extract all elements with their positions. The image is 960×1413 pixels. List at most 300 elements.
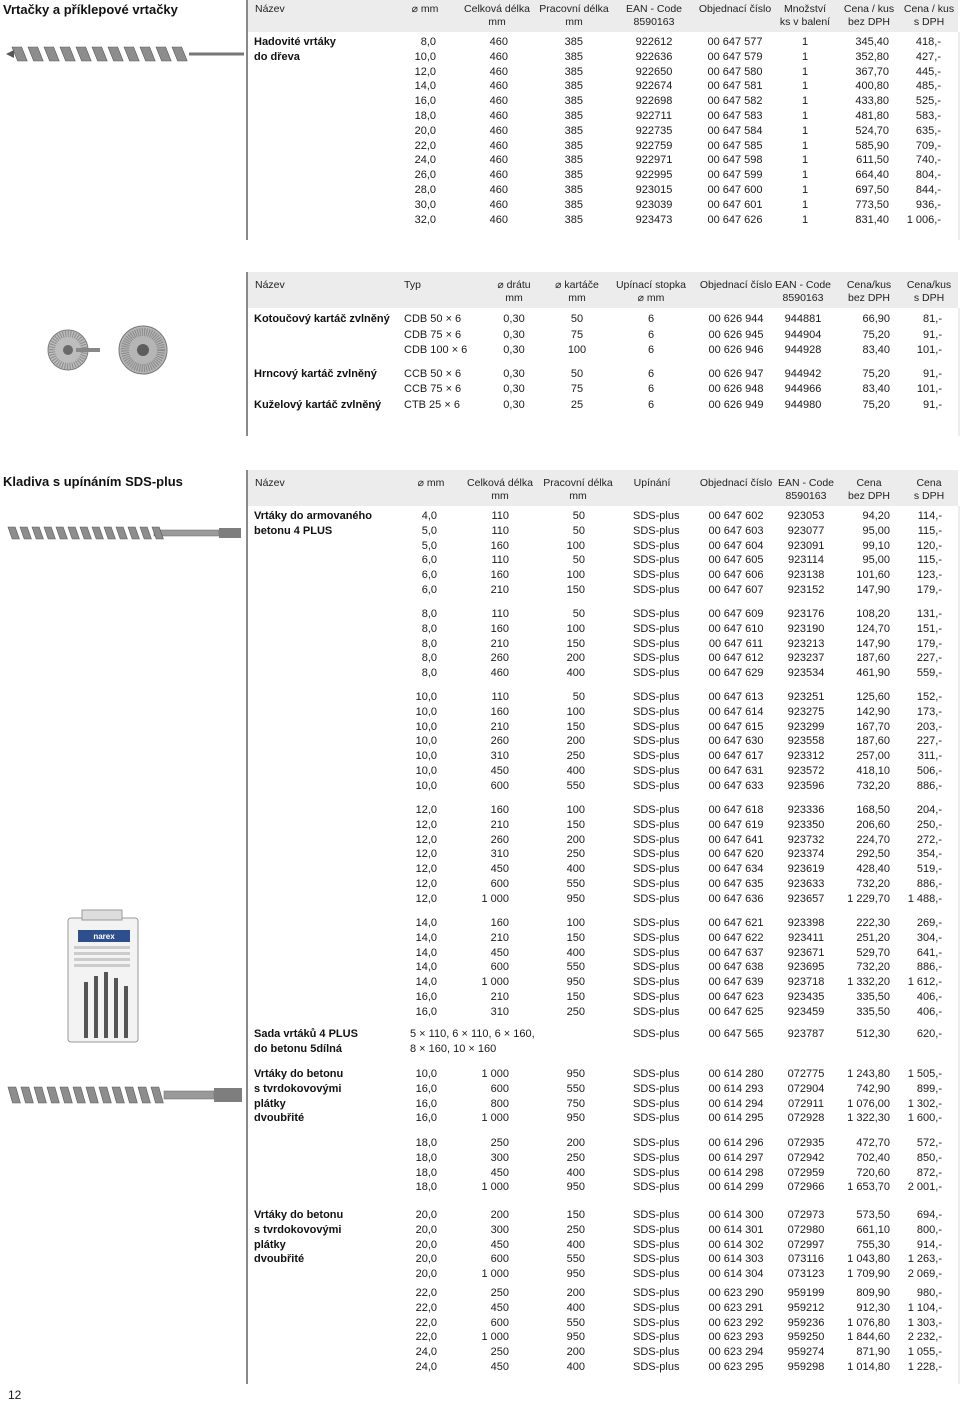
price-incl-vat: 800,- (916, 1223, 942, 1236)
ean-code: 923114 (788, 554, 824, 567)
price-incl-vat: 886,- (916, 961, 942, 974)
ean-code: 923336 (787, 804, 825, 816)
working-length: 50 (572, 524, 585, 537)
sds-drill-bit-image (4, 522, 244, 544)
chuck-type: SDS-plus (633, 735, 680, 748)
diameter: 20,0 (414, 124, 436, 137)
order-number: 00 623 292 (708, 1316, 764, 1329)
brush-type: CTB 25 × 6 (404, 398, 460, 411)
price-excl-vat: 251,20 (856, 931, 890, 944)
price-incl-vat: 91,- (923, 367, 942, 380)
working-length: 950 (566, 1068, 585, 1080)
price-incl-vat: 152,- (916, 691, 942, 703)
price-excl-vat: 428,40 (856, 863, 890, 876)
twist-segment (12, 47, 27, 61)
diameter: 5,0 (421, 524, 437, 537)
brush-type: CDB 50 × 6 (404, 313, 462, 325)
price-excl-vat: 187,60 (856, 735, 890, 748)
chuck-type: SDS-plus (633, 1287, 680, 1299)
price-incl-vat: 1 505,- (907, 1068, 942, 1080)
chuck-type: SDS-plus (633, 1223, 680, 1236)
ean-code: 923275 (787, 705, 825, 718)
order-number: 00 647 606 (708, 569, 764, 582)
total-length: 210 (490, 720, 509, 733)
price-excl-vat: 1 243,80 (847, 1068, 890, 1080)
total-length: 800 (490, 1097, 509, 1110)
chuck-type: SDS-plus (633, 1166, 680, 1179)
chuck-type: SDS-plus (633, 1361, 680, 1373)
order-number: 00 647 636 (708, 892, 764, 905)
column-header-unit: mm (491, 490, 509, 502)
order-number: 00 647 582 (707, 95, 763, 108)
price-incl-vat: 1 055,- (907, 1346, 942, 1359)
total-length: 460 (489, 169, 508, 182)
price-excl-vat: 222,30 (856, 917, 890, 929)
total-length: 1 000 (481, 976, 509, 989)
set-sizes: 5 × 110, 6 × 110, 6 × 160, (410, 1028, 535, 1040)
chuck-type: SDS-plus (633, 779, 680, 792)
price-incl-vat: 151,- (916, 622, 942, 635)
twist-segment (156, 47, 171, 61)
column-header-unit: bez DPH (847, 16, 890, 28)
twist-segment (112, 1087, 124, 1103)
working-length: 750 (566, 1097, 585, 1110)
column-header-unit: 8590163 (633, 16, 675, 28)
order-number: 00 647 621 (708, 917, 764, 929)
ean-code: 923039 (635, 198, 673, 211)
total-length: 450 (490, 863, 509, 876)
diameter: 16,0 (415, 1082, 437, 1095)
twist-segment (76, 47, 91, 61)
price-excl-vat: 95,00 (862, 554, 890, 567)
working-length: 100 (566, 622, 585, 635)
total-length: 110 (491, 510, 509, 522)
column-header: Typ (404, 279, 421, 291)
twist-segment (44, 527, 55, 539)
price-incl-vat: 269,- (916, 917, 942, 929)
total-length: 110 (491, 554, 509, 567)
column-header: Název (255, 3, 285, 15)
price-incl-vat: 641,- (916, 946, 942, 959)
wire-diameter: 0,30 (503, 398, 525, 411)
brush-diameter: 50 (570, 367, 584, 380)
order-number: 00 626 944 (708, 313, 764, 325)
chuck-type: SDS-plus (633, 931, 680, 944)
chuck-type: SDS-plus (633, 976, 680, 989)
working-length: 385 (564, 36, 583, 48)
ean-code: 072997 (787, 1238, 825, 1251)
total-length: 460 (489, 213, 508, 226)
order-number: 00 647 613 (708, 691, 764, 703)
order-number: 00 614 297 (708, 1151, 764, 1164)
price-incl-vat: 101,- (916, 344, 942, 356)
diameter: 14,0 (415, 917, 437, 929)
price-incl-vat: 179,- (916, 584, 942, 596)
ean-code: 923558 (787, 735, 825, 748)
price-excl-vat: 1 844,60 (847, 1331, 890, 1344)
price-excl-vat: 1 322,30 (847, 1112, 890, 1125)
twist-segment (125, 1087, 137, 1103)
brush-diameter: 75 (570, 383, 584, 395)
wire-diameter: 0,30 (503, 313, 525, 325)
total-length: 1 000 (481, 1331, 509, 1344)
ean-code: 923657 (787, 892, 825, 905)
diameter: 26,0 (414, 169, 436, 182)
diameter: 8,0 (421, 637, 437, 650)
total-length: 450 (490, 765, 509, 777)
chuck-type: SDS-plus (633, 705, 680, 718)
price-excl-vat: 661,10 (856, 1223, 890, 1236)
ean-code: 923237 (787, 652, 825, 665)
diameter: 14,0 (414, 80, 436, 93)
ean-code: 959236 (787, 1316, 825, 1329)
diameter: 16,0 (415, 1112, 437, 1125)
working-length: 200 (566, 1137, 585, 1149)
price-incl-vat: 406,- (916, 991, 942, 1003)
working-length: 550 (566, 961, 585, 974)
total-length: 450 (490, 1301, 509, 1314)
price-excl-vat: 108,20 (856, 608, 890, 620)
column-header: Množství (783, 3, 826, 15)
ean-code: 072942 (787, 1151, 825, 1164)
order-number: 00 647 630 (708, 735, 764, 748)
total-length: 1 000 (481, 892, 509, 905)
price-incl-vat: 1 263,- (907, 1253, 942, 1266)
order-number: 00 614 303 (708, 1253, 764, 1266)
price-excl-vat: 697,50 (855, 184, 889, 196)
working-length: 385 (564, 198, 583, 211)
column-header-unit: mm (569, 490, 587, 502)
diameter: 20,0 (415, 1238, 437, 1251)
diameter: 12,0 (415, 863, 437, 876)
price-excl-vat: 66,90 (862, 313, 890, 325)
total-length: 210 (490, 818, 509, 831)
twist-segment (128, 527, 139, 539)
page-number: 12 (8, 1388, 22, 1402)
working-length: 385 (564, 184, 583, 196)
price-excl-vat: 94,20 (862, 510, 890, 522)
chuck-type: SDS-plus (633, 1112, 680, 1125)
ean-code: 072928 (787, 1112, 825, 1125)
price-incl-vat: 250,- (916, 818, 942, 831)
price-excl-vat: 99,10 (862, 539, 890, 552)
quantity: 1 (801, 95, 809, 108)
total-length: 600 (490, 961, 509, 974)
working-length: 200 (566, 652, 585, 665)
diameter: 12,0 (415, 892, 437, 905)
working-length: 150 (566, 1209, 585, 1221)
chuck-type: SDS-plus (633, 1082, 680, 1095)
total-length: 110 (491, 608, 509, 620)
price-incl-vat: 115,- (917, 554, 942, 567)
price-incl-vat: 445,- (915, 65, 941, 78)
product-name: plátky (254, 1238, 286, 1251)
working-length: 100 (566, 705, 585, 718)
chuck-type: SDS-plus (633, 1268, 680, 1281)
product-name: plátky (254, 1097, 286, 1110)
twist-segment (108, 47, 123, 61)
order-number: 00 647 623 (708, 991, 764, 1003)
order-number: 00 626 947 (708, 367, 764, 380)
ean-code: 922636 (635, 50, 673, 63)
total-length: 600 (490, 779, 509, 792)
chuck-type: SDS-plus (633, 667, 680, 680)
diameter: 20,0 (415, 1209, 437, 1221)
chuck-type: SDS-plus (633, 584, 680, 596)
column-header: EAN - Code (777, 477, 835, 489)
total-length: 450 (490, 1361, 509, 1373)
working-length: 385 (564, 65, 583, 78)
order-number: 00 647 601 (707, 198, 763, 211)
total-length: 460 (489, 110, 508, 122)
working-length: 400 (566, 667, 585, 680)
ean-code: 959298 (787, 1361, 825, 1373)
column-header-unit: s DPH (913, 490, 945, 502)
working-length: 150 (566, 991, 585, 1003)
order-number: 00 647 620 (708, 848, 764, 861)
ean-code: 922612 (635, 36, 673, 48)
price-incl-vat: 1 303,- (907, 1316, 942, 1329)
chuck-type: SDS-plus (633, 1005, 680, 1018)
total-length: 160 (490, 804, 509, 816)
diameter: 22,0 (415, 1331, 437, 1344)
total-length: 310 (490, 848, 509, 861)
ean-code: 923299 (787, 720, 825, 733)
column-header: Objednací číslo (699, 279, 773, 291)
total-length: 600 (490, 878, 509, 890)
price-incl-vat: 227,- (916, 735, 942, 748)
price-excl-vat: 292,50 (856, 848, 890, 861)
price-incl-vat: 418,- (915, 36, 941, 48)
working-length: 950 (566, 1268, 585, 1281)
column-header: Cena (916, 477, 942, 489)
price-incl-vat: 2 001,- (907, 1181, 942, 1194)
working-length: 400 (566, 1361, 585, 1373)
order-number: 00 647 584 (707, 124, 763, 137)
order-number: 00 647 614 (708, 705, 764, 718)
working-length: 950 (566, 892, 585, 905)
order-number: 00 647 612 (708, 652, 764, 665)
total-length: 250 (490, 1137, 509, 1149)
column-header: Cena / kus (843, 3, 895, 15)
chuck-type: SDS-plus (633, 1028, 680, 1040)
wire-diameter: 0,30 (503, 328, 525, 341)
working-length: 150 (566, 931, 585, 944)
price-incl-vat: 91,- (923, 328, 942, 341)
diameter: 20,0 (415, 1253, 437, 1266)
ean-code: 923152 (787, 584, 825, 596)
price-excl-vat: 147,90 (856, 637, 890, 650)
column-header: Pracovní délka (543, 477, 613, 489)
column-header: Název (255, 477, 285, 489)
quantity: 1 (801, 184, 809, 196)
working-length: 250 (566, 1223, 585, 1236)
twist-segment (99, 1087, 111, 1103)
twist-segment (21, 1087, 33, 1103)
shank-diameter: 6 (647, 344, 655, 356)
price-excl-vat: 101,60 (856, 569, 890, 582)
chuck-type: SDS-plus (633, 878, 680, 890)
diameter: 14,0 (415, 961, 437, 974)
column-header: ⌀ kartáče (555, 279, 599, 291)
product-name: betonu 4 PLUS (254, 524, 333, 537)
order-number: 00 647 639 (708, 976, 764, 989)
order-number: 00 647 641 (708, 833, 764, 846)
shank-diameter: 6 (647, 398, 655, 411)
price-excl-vat: 871,90 (856, 1346, 890, 1359)
price-incl-vat: 406,- (916, 1005, 942, 1018)
diameter: 12,0 (414, 65, 436, 78)
total-length: 460 (489, 198, 508, 211)
diameter: 16,0 (414, 95, 436, 108)
ean-code: 922995 (635, 169, 673, 182)
order-number: 00 647 605 (708, 554, 764, 567)
order-number: 00 623 294 (708, 1346, 764, 1359)
ean-code: 944928 (784, 344, 822, 356)
product-name: do betonu 5dílná (254, 1042, 342, 1055)
ean-code: 923374 (787, 848, 825, 861)
ean-code: 923695 (787, 961, 825, 974)
order-number: 00 647 598 (707, 154, 763, 167)
diameter: 10,0 (415, 765, 437, 777)
working-length: 150 (566, 818, 585, 831)
ean-code: 923534 (787, 667, 825, 680)
order-number: 00 647 634 (708, 863, 764, 876)
price-excl-vat: 524,70 (855, 124, 889, 137)
price-incl-vat: 1 104,- (907, 1301, 942, 1314)
chuck-type: SDS-plus (633, 833, 680, 846)
price-excl-vat: 472,70 (856, 1137, 890, 1149)
price-incl-vat: 914,- (916, 1238, 942, 1251)
order-number: 00 647 619 (708, 818, 764, 831)
diameter: 18,0 (415, 1166, 437, 1179)
diameter: 12,0 (415, 804, 437, 816)
ean-code: 923787 (787, 1028, 825, 1040)
chuck-type: SDS-plus (633, 765, 680, 777)
total-length: 310 (490, 1005, 509, 1018)
total-length: 250 (490, 1287, 509, 1299)
ean-code: 923176 (787, 608, 825, 620)
diameter: 24,0 (415, 1361, 437, 1373)
ean-code: 923633 (787, 878, 825, 890)
ean-code: 944942 (784, 367, 822, 380)
twist-segment (34, 1087, 46, 1103)
price-excl-vat: 167,70 (856, 720, 890, 733)
price-incl-vat: 525,- (915, 95, 941, 108)
order-number: 00 614 294 (708, 1097, 764, 1110)
diameter: 6,0 (421, 569, 437, 582)
ean-code: 072966 (787, 1181, 825, 1194)
order-number: 00 614 295 (708, 1112, 764, 1125)
price-incl-vat: 304,- (916, 931, 942, 944)
price-incl-vat: 1 006,- (906, 213, 941, 226)
working-length: 400 (566, 765, 585, 777)
brush-diameter: 75 (570, 328, 584, 341)
price-incl-vat: 114,- (917, 510, 942, 522)
diameter: 12,0 (415, 833, 437, 846)
column-header: Cena/kus (906, 279, 952, 291)
ean-code: 922711 (636, 110, 672, 122)
chuck-type: SDS-plus (633, 720, 680, 733)
column-header-unit: s DPH (913, 292, 945, 304)
quantity: 1 (801, 198, 809, 211)
narex-logo: narex (93, 932, 115, 941)
working-length: 50 (572, 510, 585, 522)
price-excl-vat: 224,70 (856, 833, 890, 846)
total-length: 210 (490, 637, 509, 650)
total-length: 460 (489, 50, 508, 63)
diameter: 8,0 (421, 652, 437, 665)
ean-code: 923091 (787, 539, 825, 552)
price-excl-vat: 720,60 (856, 1166, 890, 1179)
price-incl-vat: 81,- (923, 313, 942, 325)
price-excl-vat: 168,50 (856, 804, 890, 816)
diameter: 8,0 (421, 622, 437, 635)
brush-type: CDB 75 × 6 (404, 328, 462, 341)
total-length: 1 000 (481, 1112, 509, 1125)
order-number: 00 626 948 (708, 383, 764, 395)
ean-code: 922971 (635, 154, 673, 167)
quantity: 1 (801, 154, 809, 167)
column-header: Pracovní délka (539, 3, 609, 15)
column-header: Objednací číslo (699, 477, 773, 489)
price-excl-vat: 585,90 (855, 139, 889, 152)
ean-code: 072911 (788, 1097, 824, 1110)
price-incl-vat: 620,- (916, 1028, 942, 1040)
column-header-unit: mm (565, 16, 583, 28)
quantity: 1 (801, 213, 809, 226)
order-number: 00 626 949 (708, 398, 764, 411)
diameter: 14,0 (415, 976, 437, 989)
working-length: 200 (566, 833, 585, 846)
order-number: 00 647 631 (708, 765, 764, 777)
total-length: 1 000 (481, 1268, 509, 1281)
chuck-type: SDS-plus (633, 991, 680, 1003)
price-incl-vat: 844,- (915, 184, 941, 196)
total-length: 300 (490, 1151, 509, 1164)
order-number: 00 647 599 (707, 169, 763, 182)
price-excl-vat: 257,00 (856, 750, 890, 763)
price-incl-vat: 173,- (916, 705, 942, 718)
product-name: Vrtáky do betonu (254, 1209, 344, 1221)
total-length: 1 000 (481, 1181, 509, 1194)
diameter: 4,0 (421, 510, 437, 522)
product-name: Kotoučový kartáč zvlněný (254, 313, 390, 325)
brush-type: CCB 75 × 6 (404, 383, 462, 395)
total-length: 460 (489, 124, 508, 137)
price-incl-vat: 115,- (917, 524, 942, 537)
twist-segment (44, 47, 59, 61)
product-name: Hrncový kartáč zvlněný (254, 367, 377, 380)
working-length: 385 (564, 50, 583, 63)
product-name: s tvrdokovovými (254, 1082, 342, 1095)
ean-code: 959250 (787, 1331, 825, 1344)
section-title: Kladiva s upínáním SDS-plus (3, 474, 183, 489)
price-excl-vat: 83,40 (862, 344, 890, 356)
ean-code: 922650 (635, 65, 673, 78)
price-incl-vat: 2 069,- (907, 1268, 942, 1281)
diameter: 8,0 (421, 667, 437, 680)
chuck-type: SDS-plus (633, 622, 680, 635)
price-incl-vat: 120,- (916, 539, 942, 552)
diameter: 18,0 (415, 1151, 437, 1164)
twist-segment (138, 1087, 150, 1103)
order-number: 00 626 946 (708, 344, 764, 356)
price-excl-vat: 433,80 (855, 95, 889, 108)
product-name: Vrtáky do betonu (254, 1068, 344, 1080)
total-length: 1 000 (481, 1068, 509, 1080)
column-header-unit: ks v balení (779, 16, 831, 28)
